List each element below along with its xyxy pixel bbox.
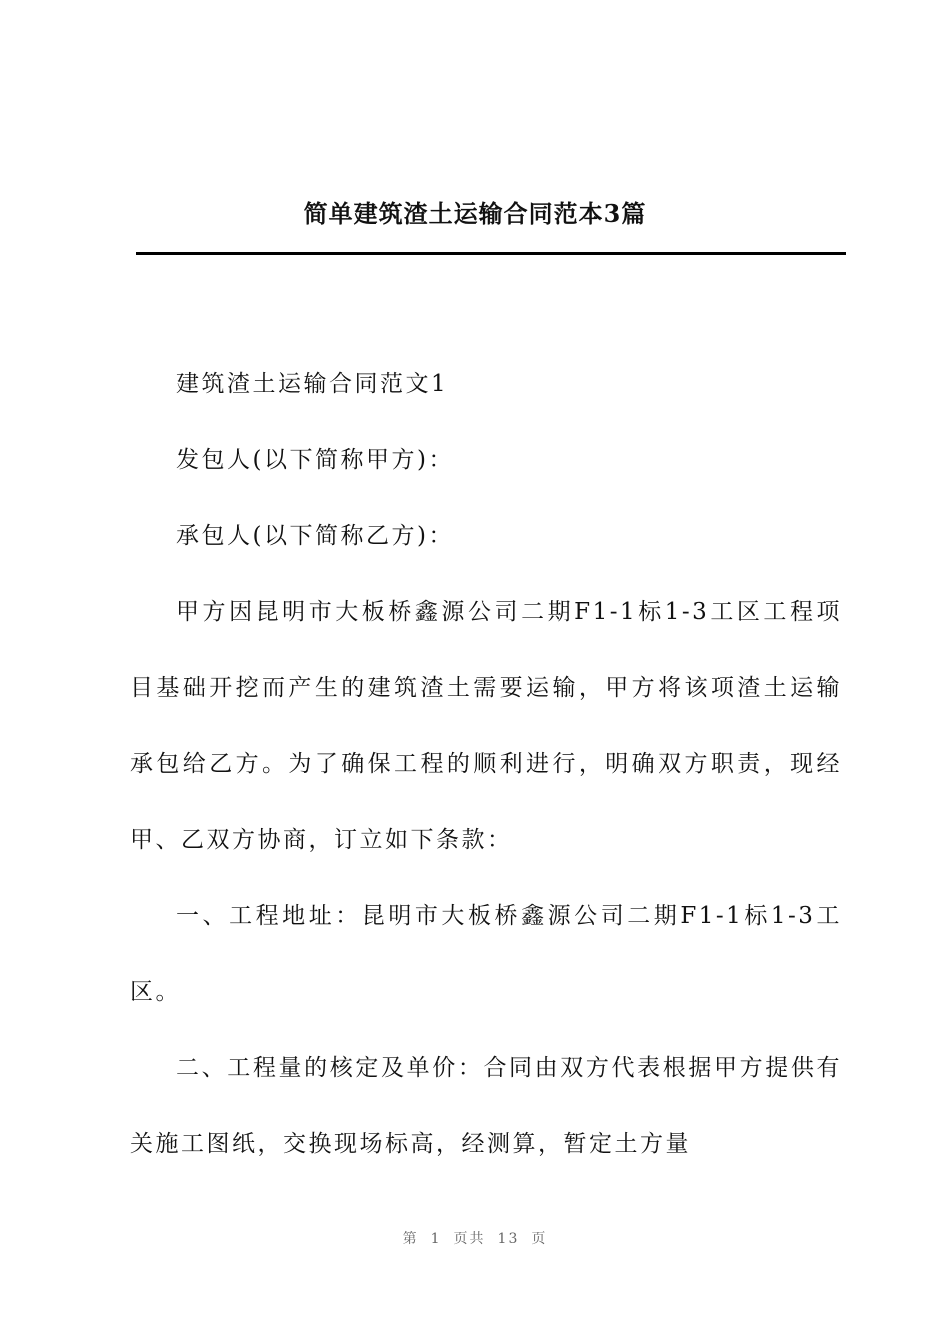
document-body [130,346,842,1182]
page-footer [0,1228,950,1250]
paragraph-party-a: 发包人(以下简称甲方)： [176,447,454,473]
footer-page-prefix: 第 [402,1231,419,1247]
footer-page-middle: 页共 [453,1231,486,1247]
document-title: 简单建筑渣土运输合同范本3篇 [303,199,647,228]
paragraph-clause-1: 一、工程地址：昆明市大板桥鑫源公司二期F1-1标1-3工区。 [130,903,842,1005]
paragraph-preamble: 甲方因昆明市大板桥鑫源公司二期F1-1标1-3工区工程项目基础开挖而产生的建筑渣土需要运输，甲方将该项渣土运输承包给乙方。为了确保工程的顺利进行，明确双方职责，现经甲、乙双方协商，订立如下条款： [130,599,842,853]
paragraph-clause-2: 二、工程量的核定及单价：合同由双方代表根据甲方提供有关施工图纸，交换现场标高，经测算，暂定土方量 [130,1055,842,1157]
footer-total-pages: 13 [497,1231,520,1247]
footer-page-number: 1 [430,1231,442,1247]
title-underline [136,252,846,255]
paragraph-heading: 建筑渣土运输合同范文1 [176,371,449,397]
footer-page-suffix: 页 [531,1231,548,1247]
paragraph-party-b: 承包人(以下简称乙方)： [176,523,454,549]
